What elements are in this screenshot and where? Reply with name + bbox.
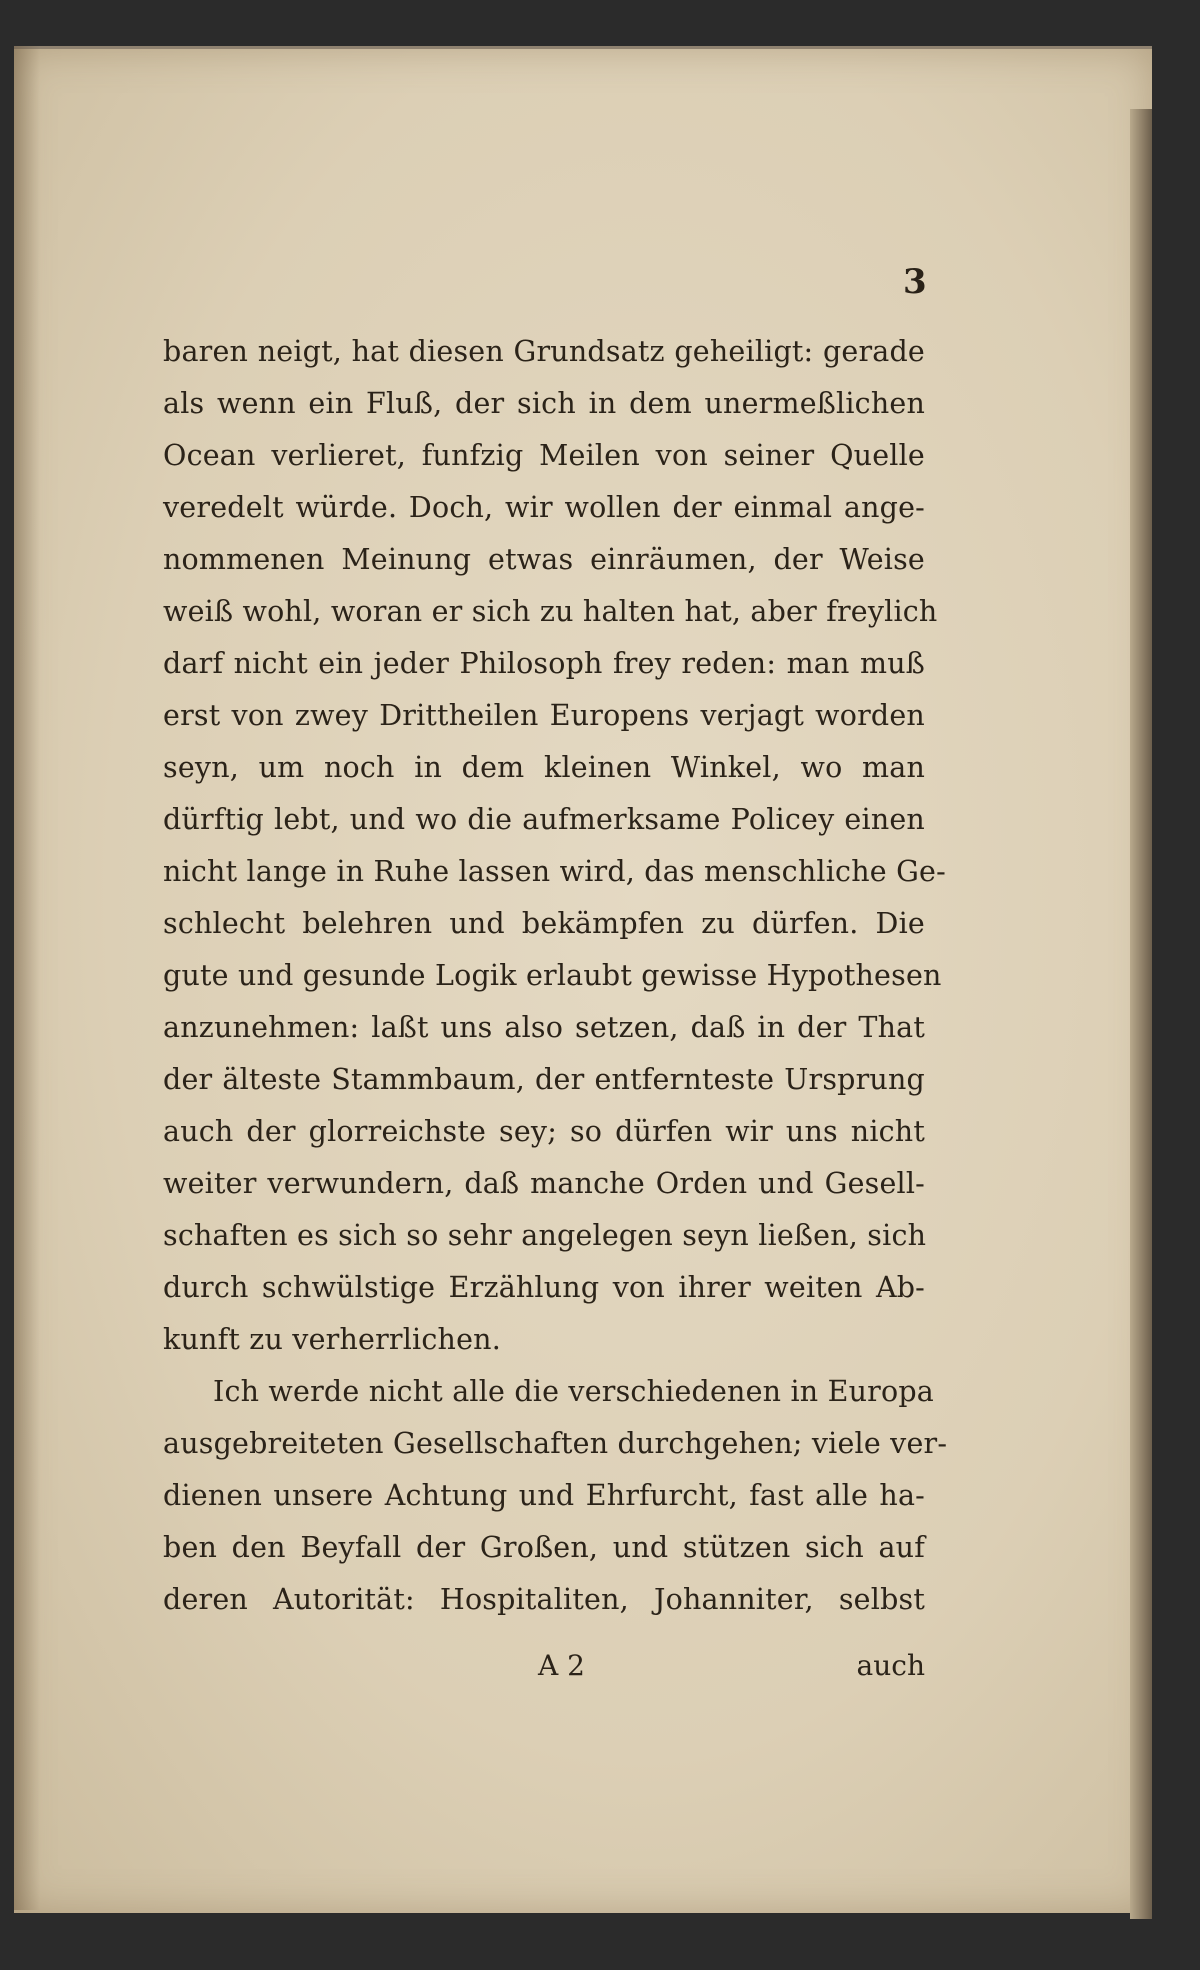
page-footer [163,1640,925,1692]
text-block [163,326,948,1626]
text-line: gute und gesunde Logik erlaubt gewisse Hypothesen [163,959,942,992]
text-line: baren neigt, hat diesen Grundsatz geheiligt: gerade [163,335,925,368]
text-line: weiß wohl, woran er sich zu halten hat, aber freylich [163,595,938,628]
paragraph-start-line: Ich werde nicht alle die verschiedenen in Europa [213,1375,934,1408]
text-line: Ocean verlieret, funfzig Meilen von seiner Quelle [163,439,925,472]
text-line: schlecht belehren und bekämpfen zu dürfen. Die [163,907,925,940]
text-line: durch schwülstige Erzählung von ihrer weiten Ab- [163,1271,925,1304]
text-line: erst von zwey Drittheilen Europens verjagt worden [163,699,925,732]
text-line: dienen unsere Achtung und Ehrfurcht, fast alle ha- [163,1479,925,1512]
text-line: auch der glorreichste sey; so dürfen wir uns nicht [163,1115,925,1148]
text-line: nicht lange in Ruhe lassen wird, das menschliche Ge- [163,855,946,888]
text-line: deren Autorität: Hospitaliten, Johanniter, selbst [163,1583,925,1616]
text-line: der älteste Stammbaum, der entfernteste Ursprung [163,1063,925,1096]
text-line: als wenn ein Fluß, der sich in dem unermeßlichen [163,387,925,420]
text-line: nommenen Meinung etwas einräumen, der Weise [163,543,925,576]
text-line: anzunehmen: laßt uns also setzen, daß in der That [163,1011,925,1044]
text-line: ausgebreiteten Gesellschaften durchgehen; viele ver- [163,1427,948,1460]
catchword: auch [856,1649,925,1682]
text-line: ben den Beyfall der Großen, und stützen sich auf [163,1531,925,1564]
spine-shadow [14,46,40,1910]
text-line: dürftig lebt, und wo die aufmerksame Policey einen [163,803,925,836]
text-line: seyn, um noch in dem kleinen Winkel, wo man [163,751,925,784]
page-number: 3 [903,262,927,302]
signature-mark: A 2 [538,1649,585,1682]
page-edge [1130,109,1152,1919]
text-line: schaften es sich so sehr angelegen seyn ließen, sich [163,1219,927,1252]
text-line: kunft zu verherrlichen. [163,1323,501,1356]
text-line: darf nicht ein jeder Philosoph frey reden: man muß [163,647,925,680]
text-line: veredelt würde. Doch, wir wollen der einmal ange- [163,491,925,524]
text-line: weiter verwundern, daß manche Orden und Gesell- [163,1167,925,1200]
